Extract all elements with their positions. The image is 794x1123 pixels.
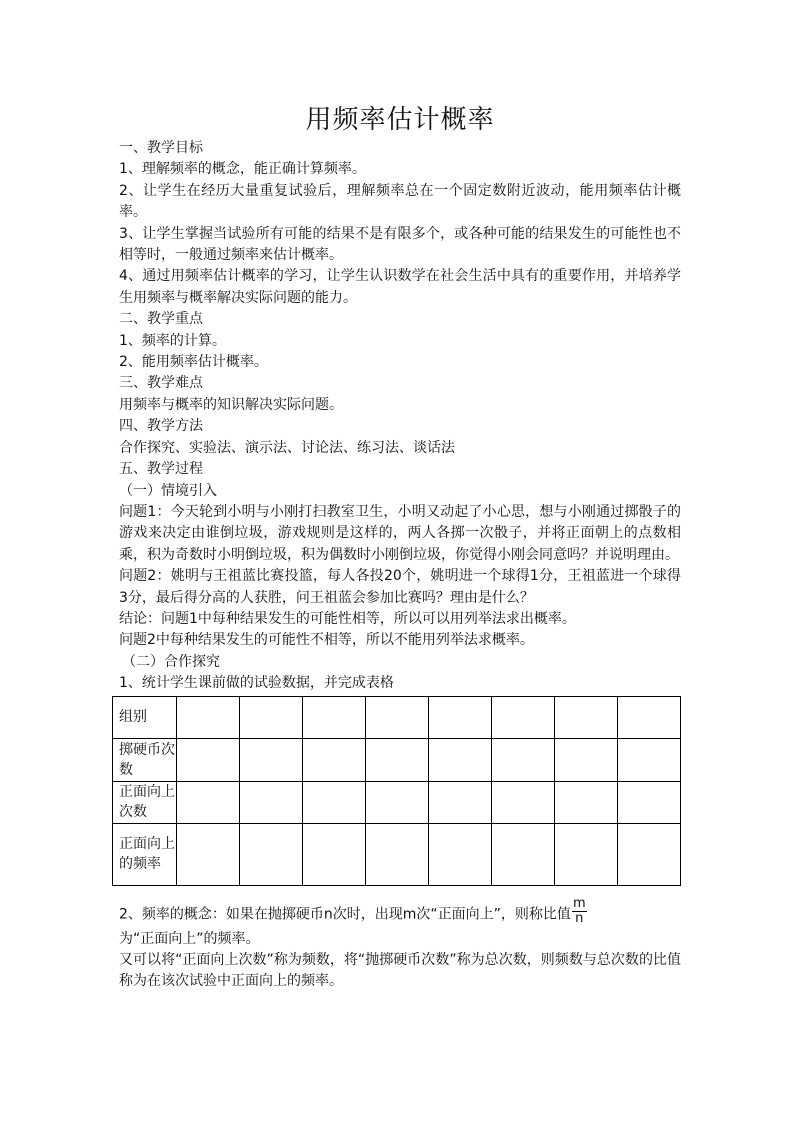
table-cell[interactable] <box>177 781 240 823</box>
table-cell[interactable] <box>303 738 366 781</box>
table-cell[interactable] <box>492 696 555 738</box>
document-page <box>119 100 681 993</box>
table-cell[interactable] <box>429 823 492 885</box>
fraction-numerator: m <box>572 895 586 911</box>
table-cell[interactable] <box>555 781 618 823</box>
difficulty-text: 用频率与概率的知识解决实际问题。 <box>119 396 343 413</box>
table-cell[interactable] <box>555 823 618 885</box>
row-label: 正面向上次数 <box>113 781 177 823</box>
table-cell[interactable] <box>240 823 303 885</box>
objective-item: 1、理解频率的概念，能正确计算频率。 <box>119 161 366 178</box>
conclusion-2: 问题2中每种结果发生的可能性不相等，所以不能用列举法求概率。 <box>119 632 534 649</box>
table-cell[interactable] <box>492 738 555 781</box>
objective-item: 2、让学生在经历大量重复试验后，理解频率总在一个固定数附近波动，能用频率估计概率。 <box>119 182 681 221</box>
concept-suffix: 为“正面向上”的频率。 <box>119 930 260 947</box>
table-cell[interactable] <box>618 781 681 823</box>
methods-text: 合作探究、实验法、演示法、讨论法、练习法、谈话法 <box>119 439 455 456</box>
table-cell[interactable] <box>618 738 681 781</box>
table-cell[interactable] <box>177 823 240 885</box>
subsection-heading-explore: （二）合作探究 <box>122 653 220 670</box>
row-label: 正面向上的频率 <box>113 823 177 885</box>
table-cell[interactable] <box>429 738 492 781</box>
problem-1: 问题1：今天轮到小明与小刚打扫教室卫生，小明又动起了小心思，想与小刚通过掷骰子的游戏来决定由谁倒垃圾，游戏规则是这样的，两人各掷一次骰子，并将正面朝上的点数相乘，积为奇数时小明倒垃圾，积为偶数时小刚倒垃圾，你觉得小刚会同意吗？并说明理由。 <box>119 503 681 563</box>
table-cell[interactable] <box>240 781 303 823</box>
fraction-denominator: n <box>575 910 584 926</box>
table-row <box>113 738 681 781</box>
section-heading-difficulty: 三、教学难点 <box>119 375 203 392</box>
concept-more: 又可以将“正面向上次数”称为频数，将“抛掷硬币次数”称为总次数，则频数与总次数的比值称为在该次试验中正面向上的频率。 <box>119 951 681 990</box>
table-cell[interactable] <box>303 781 366 823</box>
table-cell[interactable] <box>240 738 303 781</box>
table-cell[interactable] <box>618 823 681 885</box>
table-cell[interactable] <box>177 696 240 738</box>
table-row <box>113 781 681 823</box>
table-cell[interactable] <box>492 823 555 885</box>
section-heading-objectives: 一、教学目标 <box>119 140 203 156</box>
concept-prefix: 2、频率的概念：如果在抛掷硬币n次时，出现m次“正面向上”，则称比值 <box>119 906 571 923</box>
table-cell[interactable] <box>618 696 681 738</box>
row-label: 组别 <box>113 696 177 738</box>
problem-2: 问题2：姚明与王祖蓝比赛投篮，每人各投20个，姚明进一个球得1分，王祖蓝进一个球得3分，最后得分高的人获胜，问王祖蓝会参加比赛吗？理由是什么？ <box>119 568 681 606</box>
table-cell[interactable] <box>303 823 366 885</box>
conclusion-1: 结论：问题1中每种结果发生的可能性相等，所以可以用列举法求出概率。 <box>119 610 576 627</box>
table-cell[interactable] <box>492 781 555 823</box>
table-cell[interactable] <box>429 696 492 738</box>
row-label: 掷硬币次数 <box>113 738 177 781</box>
keypoint-item: 2、能用频率估计概率。 <box>119 354 268 371</box>
objective-item: 4、通过用频率估计概率的学习，让学生认识数学在社会生活中具有的重要作用，并培养学生用频率与概率解决实际问题的能力。 <box>119 268 681 306</box>
table-cell[interactable] <box>366 696 429 738</box>
table-cell[interactable] <box>555 738 618 781</box>
frequency-concept <box>119 895 681 929</box>
section-heading-methods: 四、教学方法 <box>119 418 203 435</box>
subsection-heading-intro: （一）情境引入 <box>119 482 217 499</box>
fraction-m-over-n <box>572 897 587 926</box>
section-heading-keypoints: 二、教学重点 <box>119 311 203 328</box>
table-cell[interactable] <box>366 738 429 781</box>
section-heading-process: 五、教学过程 <box>119 461 203 478</box>
table-cell[interactable] <box>177 738 240 781</box>
table-row <box>113 823 681 885</box>
keypoint-item: 1、频率的计算。 <box>119 332 226 349</box>
objective-item: 3、让学生掌握当试验所有可能的结果不是有限多个，或各种可能的结果发生的可能性也不相等时，一般通过频率来估计概率。 <box>119 225 681 264</box>
table-cell[interactable] <box>555 696 618 738</box>
table-cell[interactable] <box>240 696 303 738</box>
document-title: 用频率估计概率 <box>305 105 495 135</box>
table-cell[interactable] <box>366 823 429 885</box>
experiment-table <box>112 696 681 886</box>
table-cell[interactable] <box>303 696 366 738</box>
table-cell[interactable] <box>366 781 429 823</box>
table-intro: 1、统计学生课前做的试验数据，并完成表格 <box>119 675 394 692</box>
table-row <box>113 696 681 738</box>
table-cell[interactable] <box>429 781 492 823</box>
